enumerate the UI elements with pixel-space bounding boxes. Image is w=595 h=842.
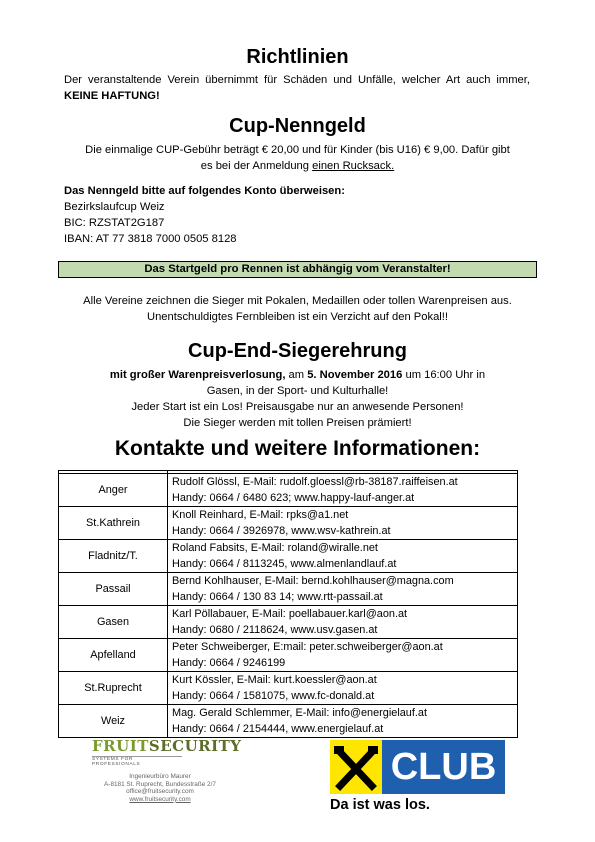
- event-date: 5. November 2016: [307, 369, 403, 381]
- fruitsecurity-address: Ingenieurbüro Maurer A-8181 St. Ruprecht, Bundesstraße 2/7 office@fruitsecurity.com www.fruitsecurity.com: [104, 773, 216, 803]
- contact-name-email: Karl Pöllabauer, E-Mail: poellabauer.karl@aon.at: [172, 608, 408, 620]
- contact-row: [59, 672, 518, 705]
- contact-club: Apfelland: [59, 639, 168, 672]
- contact-club: Fladnitz/T.: [59, 540, 168, 573]
- contact-row: [59, 705, 518, 738]
- konto-block: [64, 183, 534, 247]
- konto-bic: BIC: RZSTAT2G187: [64, 217, 165, 229]
- contact-club: Passail: [59, 573, 168, 606]
- contact-info: [168, 606, 518, 639]
- club-slogan: Da ist was los.: [330, 797, 430, 813]
- club-logo-text: CLUB: [390, 746, 497, 788]
- fruitsecurity-wordmark: FRUITSECURITY: [92, 737, 242, 755]
- contact-club: Anger: [59, 474, 168, 507]
- contact-name-email: Kurt Kössler, E-Mail: kurt.koessler@aon.at: [172, 674, 377, 686]
- richtlinien-text: Der veranstaltende Verein übernimmt für Schäden und Unfälle, welcher Art auch immer, KEINE HAFTUNG!: [64, 74, 530, 102]
- contact-row: [59, 606, 518, 639]
- contact-club: Weiz: [59, 705, 168, 738]
- konto-name: Bezirkslaufcup Weiz: [64, 201, 165, 213]
- fruitsecurity-tagline: SYSTEMS FOR PROFESSIONALS: [92, 756, 182, 767]
- konto-iban: IBAN: AT 77 3818 7000 0505 8128: [64, 233, 237, 245]
- contact-info: [168, 540, 518, 573]
- contact-club: St.Ruprecht: [59, 672, 168, 705]
- contact-phone-web: Handy: 0664 / 6480 623; www.happy-lauf-anger.at: [172, 492, 415, 504]
- contact-phone-web: Handy: 0664 / 8113245, www.almenlandlauf.at: [172, 558, 397, 570]
- siegerehrung-line1: mit großer Warenpreisverlosung, am 5. November 2016 um 16:00 Uhr in: [109, 369, 486, 381]
- startgeld-notice: Das Startgeld pro Rennen ist abhängig vom Veranstalter!: [58, 261, 537, 278]
- kontakte-title: Kontakte und weitere Informationen:: [114, 437, 481, 460]
- contact-phone-web: Handy: 0664 / 3926978, www.wsv-kathrein.at: [172, 525, 391, 537]
- contact-name-email: Knoll Reinhard, E-Mail: rpks@a1.net: [172, 509, 349, 521]
- contact-row: [59, 639, 518, 672]
- contact-phone-web: Handy: 0680 / 2118624, www.usv.gasen.at: [172, 624, 378, 636]
- pokale-line2: Unentschuldigtes Fernbleiben ist ein Verzicht auf den Pokal!!: [147, 311, 448, 323]
- fruitsecurity-logo: [92, 737, 242, 767]
- crossed-horses-icon: [330, 740, 382, 794]
- contact-phone-web: Handy: 0664 / 2154444, www.energielauf.at: [172, 723, 384, 735]
- contact-info: [168, 507, 518, 540]
- keine-haftung: KEINE HAFTUNG!: [64, 90, 160, 102]
- contacts-body: [59, 471, 518, 738]
- contact-phone-web: Handy: 0664 / 1581075, www.fc-donald.at: [172, 690, 375, 702]
- contact-info: [168, 705, 518, 738]
- contact-name-email: Mag. Gerald Schlemmer, E-Mail: info@energielauf.at: [172, 707, 427, 719]
- contact-info: [168, 573, 518, 606]
- contact-name-email: Peter Schweiberger, E:mail: peter.schweiberger@aon.at: [172, 641, 443, 653]
- siegerehrung-title: Cup-End-Siegerehrung: [188, 340, 407, 362]
- nenngeld-line2: es bei der Anmeldung einen Rucksack.: [200, 160, 395, 172]
- nenngeld-title: Cup-Nenngeld: [229, 115, 366, 137]
- contact-info: [168, 474, 518, 507]
- raiffeisen-club-logo: [330, 740, 505, 794]
- contact-row: [59, 573, 518, 606]
- konto-heading: Das Nenngeld bitte auf folgendes Konto überweisen:: [64, 185, 345, 197]
- contacts-table: [58, 470, 518, 738]
- contact-row: [59, 474, 518, 507]
- contact-row: [59, 540, 518, 573]
- contact-info: [168, 639, 518, 672]
- siegerehrung-line3: Jeder Start ist ein Los! Preisausgabe nur an anwesende Personen!: [131, 401, 464, 413]
- rucksack-underline: einen Rucksack.: [312, 160, 395, 172]
- contact-row: [59, 507, 518, 540]
- contact-name-email: Rudolf Glössl, E-Mail: rudolf.gloessl@rb-38187.raiffeisen.at: [172, 476, 458, 488]
- contact-phone-web: Handy: 0664 / 130 83 14; www.rtt-passail.at: [172, 591, 383, 603]
- contact-name-email: Roland Fabsits, E-Mail: roland@wiralle.net: [172, 542, 378, 554]
- pokale-line1: Alle Vereine zeichnen die Sieger mit Pokalen, Medaillen oder tollen Warenpreisen aus.: [83, 295, 512, 307]
- contact-info: [168, 672, 518, 705]
- contact-name-email: Bernd Kohlhauser, E-Mail: bernd.kohlhauser@magna.com: [172, 575, 454, 587]
- siegerehrung-line4: Die Sieger werden mit tollen Preisen prämiert!: [183, 417, 412, 429]
- richtlinien-title: Richtlinien: [246, 46, 349, 68]
- raiffeisen-giebelkreuz-icon: [330, 740, 382, 794]
- contact-club: Gasen: [59, 606, 168, 639]
- contact-phone-web: Handy: 0664 / 9246199: [172, 657, 286, 669]
- siegerehrung-line2: Gasen, in der Sport- und Kulturhalle!: [206, 385, 389, 397]
- contact-club: St.Kathrein: [59, 507, 168, 540]
- nenngeld-line1: Die einmalige CUP-Gebühr beträgt € 20,00 und für Kinder (bis U16) € 9,00. Dafür gibt: [85, 144, 510, 156]
